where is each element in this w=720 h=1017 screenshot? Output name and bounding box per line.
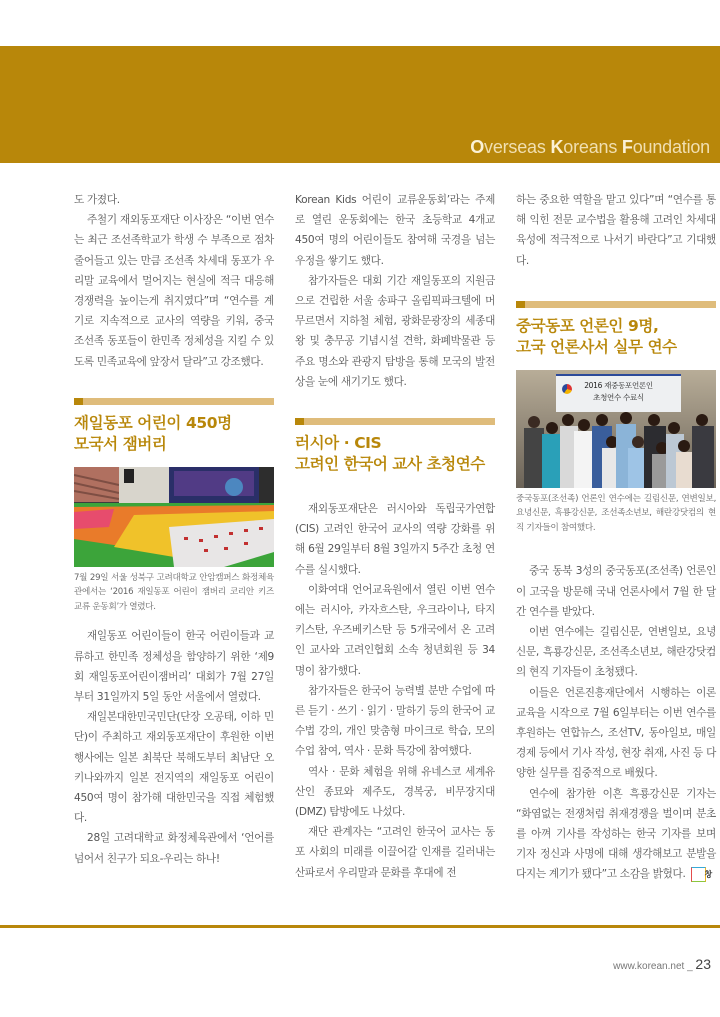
page-number: 23: [695, 956, 711, 972]
end-of-article-icon: 창: [691, 867, 706, 882]
section-headline: [295, 433, 495, 475]
paragraph: 도 가졌다.: [74, 194, 120, 206]
section-headline: [74, 413, 274, 455]
header-banner: [0, 46, 720, 163]
section-headline: [516, 316, 716, 358]
paragraph: 재일동포 어린이들이 한국 어린이들과 교류하고 한민족 정체성을 함양하기 위한 ‘제9회 재일동포어린이잼버리’ 대회가 7월 27일부터 31일까지 5일 동안 서울에서 열렸다.: [74, 630, 274, 703]
paragraph: 재일본대한민국민단(단장 오공태, 이하 민단)이 주최하고 재외동포재단이 후원한 이번 행사에는 일본 최북단 북해도부터 최남단 오키나와까지 일본 전지역의 재일동포 어린이 450여 명이 참가해 대한민국을 직접 체험했다.: [74, 711, 274, 825]
brand-text: verseas: [484, 137, 551, 157]
paragraph: 28일 고려대학교 화정체육관에서 ‘언어를 넘어서 친구가 되요-우리는 하나!: [74, 832, 274, 865]
brand-text: oundation: [632, 137, 710, 157]
paragraph: 주철기 재외동포재단 이사장은 “이번 연수는 최근 조선족학교가 학생 수 부족으로 점차 줄어들고 있는 만큼 조선족 차세대 동포가 우리말 교육에서 멀어지는 현실에 적극 대응해 경쟁력을 높이는게 취지였다”며 “연수를 계기로 지속적으로 교사의 역량을 키워, 중국 조선족 동포들이 한민족 정체성을 지킬 수 있도록 민족교육에 앞장서 달라”고 강조했다.: [74, 214, 274, 368]
paragraph: 중국 동북 3성의 중국동포(조선족) 언론인이 고국을 방문해 국내 언론사에서 7월 한 달간 연수를 받았다.: [516, 565, 716, 618]
brand-text: oreans: [563, 137, 622, 157]
headline-line: 고려인 한국어 교사 초청연수: [295, 455, 485, 474]
section-divider: [74, 398, 274, 405]
headline-line: 재일동포 어린이 450명: [74, 413, 232, 432]
brand-initial: O: [470, 137, 485, 157]
paragraph: 이들은 언론진흥재단에서 시행하는 이론 교육을 시작으로 7월 6일부터는 이번 연수를 후원하는 연합뉴스, 조선TV, 동아일보, 매일경제 등에서 기사 작성, 현장 취재, 사진 등 다양한 실무를 집중적으로 배웠다.: [516, 686, 716, 780]
section-divider: [516, 301, 716, 308]
paragraph: 재외동포재단은 러시아와 독립국가연합(CIS) 고려인 한국어 교사의 역량 강화를 위해 6월 29일부터 8월 3일까지 5주간 초청 연수를 실시했다.: [295, 503, 495, 576]
paragraph: 역사 · 문화 체험을 위해 유네스코 세계유산인 종묘와 제주도, 경복궁, 비무장지대(DMZ) 탐방에도 나섰다.: [295, 765, 495, 819]
page-footer: [613, 956, 711, 972]
paragraph-text: 연수에 참가한 이흔 흑룡강신문 기자는 “화염없는 전쟁처럼 취재경쟁을 벌이며 분초를 아껴 기사를 작성하는 한국 기자를 보며 기자 정신과 사명에 대해 생각해보고 분발을 다지는 계기가 됐다”고 소감을 밝혔다.: [516, 787, 716, 881]
brand-initial: K: [550, 137, 564, 157]
photo-banner-line: 초청연수 수료식: [593, 392, 644, 402]
headline-line: 고국 언론사서 실무 연수: [516, 337, 677, 356]
jamboree-photo: [74, 467, 274, 567]
photo-caption: 중국동포(조선족) 언론인 연수에는 길림신문, 연변일보, 요녕신문, 흑룡강신문, 조선족소년보, 해란강닷컴의 현직 기자들이 참여했다.: [516, 493, 716, 533]
paragraph: 하는 중요한 역할을 맡고 있다”며 “연수를 통해 익힌 전문 교수법을 활용해 고려인 차세대 육성에 적극적으로 나서기 바란다”고 기대했다.: [516, 194, 716, 267]
group-people: [516, 370, 716, 488]
headline-line: 중국동포 언론인 9명,: [516, 316, 659, 335]
footer-rule: [0, 925, 720, 928]
article-column-1: [74, 190, 274, 869]
paragraph: 이번 연수에는 길림신문, 연변일보, 요녕신문, 흑룡강신문, 조선족소년보, 해란강닷컴의 현직 기자들이 초청됐다.: [516, 625, 716, 679]
headline-line: 러시아 · CIS: [295, 434, 382, 453]
paragraph: 참가자들은 한국어 능력별 분반 수업에 따른 듣기 · 쓰기 · 읽기 · 말하기 등의 한국어 교수법 강의, 개인 맞춤형 마이크로 학습, 모의수업 참여, 역사 · 문화 특강에 참여했다.: [295, 684, 495, 758]
paragraph: Korean Kids 어린이 교류운동회’라는 주제로 열린 운동회에는 한국 초등학교 4개교 450여 명의 어린이들도 참여해 국경을 넘는 우정을 쌓기도 했다.: [295, 194, 495, 267]
section-divider: [295, 418, 495, 425]
article-column-3: [516, 190, 716, 885]
paragraph: 이화여대 언어교육원에서 열린 이번 연수에는 러시아, 카자흐스탄, 우크라이나, 타지키스탄, 우즈베키스탄 등 5개국에서 온 고려인 교사와 고려인협회 소속 청년회원 등 34명이 참가했다.: [295, 583, 495, 677]
footer-separator: _: [684, 961, 696, 972]
headline-line: 모국서 잼버리: [74, 434, 167, 453]
paragraph: 재단 관계자는 “고려인 한국어 교사는 동포 사회의 미래를 이끌어갈 인재를 길러내는 산파로서 우리말과 문화를 후대에 전: [295, 826, 495, 879]
paragraph: 참가자들은 대회 기간 재일동포의 지원금으로 건립한 서울 송파구 올림픽파크텔에 머무르면서 지하철 체험, 광화문광장의 세종대왕 및 충무공 기념시설 견학, 화폐박물관 등 주요 명소와 관광지 탐방을 통해 모국의 발전상을 눈에 새기기도 했다.: [295, 274, 495, 388]
journalists-photo: [516, 370, 716, 488]
photo-caption: 7월 29일 서울 성북구 고려대학교 안암캠퍼스 화정체육관에서는 ‘2016 재일동포 어린이 잼버리 코리안 키즈 교류 운동회’가 열렸다.: [74, 572, 274, 612]
brand-initial: F: [621, 137, 633, 157]
article-column-2: [295, 190, 495, 883]
brand-wordmark: [470, 137, 710, 158]
photo-banner-line: 2016 재중동포언론인: [584, 380, 653, 390]
paragraph: [516, 784, 716, 885]
footer-url: www.korean.net: [613, 961, 685, 972]
